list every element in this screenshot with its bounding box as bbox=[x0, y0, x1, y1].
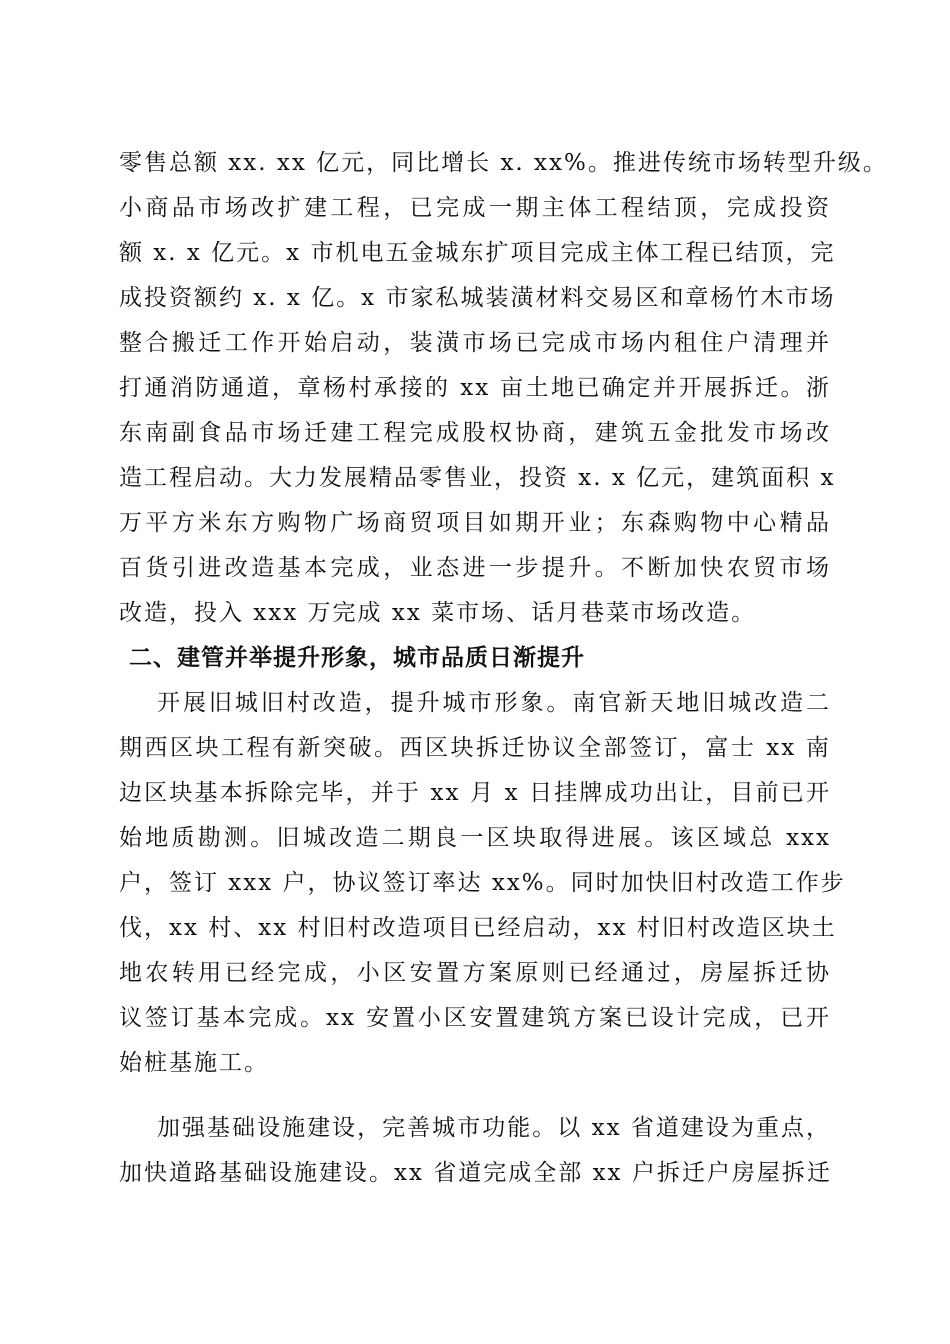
text-line: 地农转用已经完成，小区安置方案原则已经通过，房屋拆迁协 bbox=[119, 960, 831, 986]
text-line: 零售总额 xx. xx 亿元，同比增长 x. xx%。推进传统市场转型升级。 bbox=[119, 150, 888, 176]
text-line: 百货引进改造基本完成，业态进一步提升。不断加快农贸市场 bbox=[119, 555, 831, 581]
text-line: 期西区块工程有新突破。西区块拆迁协议全部签订，富士 xx 南 bbox=[119, 735, 831, 761]
paragraph-first-line: 开展旧城旧村改造，提升城市形象。南官新天地旧城改造二 bbox=[157, 690, 831, 716]
text-line: 东南副食品市场迁建工程完成股权协商，建筑五金批发市场改 bbox=[119, 420, 831, 446]
text-line: 造工程启动。大力发展精品零售业，投资 x. x 亿元，建筑面积 x bbox=[119, 465, 836, 491]
text-line: 户，签订 xxx 户，协议签订率达 xx%。同时加快旧村改造工作步 bbox=[119, 870, 846, 896]
paragraph-first-line: 加强基础设施建设，完善城市功能。以 xx 省道建设为重点， bbox=[157, 1115, 831, 1141]
text-line: 整合搬迁工作开始启动，装潢市场已完成市场内租住户清理并 bbox=[119, 330, 831, 356]
text-line: 打通消防通道，章杨村承接的 xx 亩土地已确定并开展拆迁。浙 bbox=[119, 375, 831, 401]
text-line: 始地质勘测。旧城改造二期良一区块取得进展。该区域总 xxx bbox=[119, 825, 831, 851]
text-line: 议签订基本完成。xx 安置小区安置建筑方案已设计完成，已开 bbox=[119, 1005, 831, 1031]
text-line: 小商品市场改扩建工程，已完成一期主体工程结顶，完成投资 bbox=[119, 195, 831, 221]
text-line: 额 x. x 亿元。x 市机电五金城东扩项目完成主体工程已结顶，完 bbox=[119, 240, 836, 266]
section-heading: 二、建管并举提升形象，城市品质日渐提升 bbox=[129, 645, 585, 671]
text-line: 始桩基施工。 bbox=[119, 1050, 269, 1076]
text-line: 伐，xx 村、xx 村旧村改造项目已经启动，xx 村旧村改造区块土 bbox=[119, 915, 837, 941]
text-line: 改造，投入 xxx 万完成 xx 菜市场、话月巷菜市场改造。 bbox=[119, 600, 757, 626]
text-line: 成投资额约 x. x 亿。x 市家私城装潢材料交易区和章杨竹木市场 bbox=[119, 285, 836, 311]
text-line: 边区块基本拆除完毕，并于 xx 月 x 日挂牌成功出让，目前已开 bbox=[119, 780, 831, 806]
text-line: 加快道路基础设施建设。xx 省道完成全部 xx 户拆迁户房屋拆迁 bbox=[119, 1160, 832, 1186]
text-line: 万平方米东方购物广场商贸项目如期开业；东森购物中心精品 bbox=[119, 510, 831, 536]
